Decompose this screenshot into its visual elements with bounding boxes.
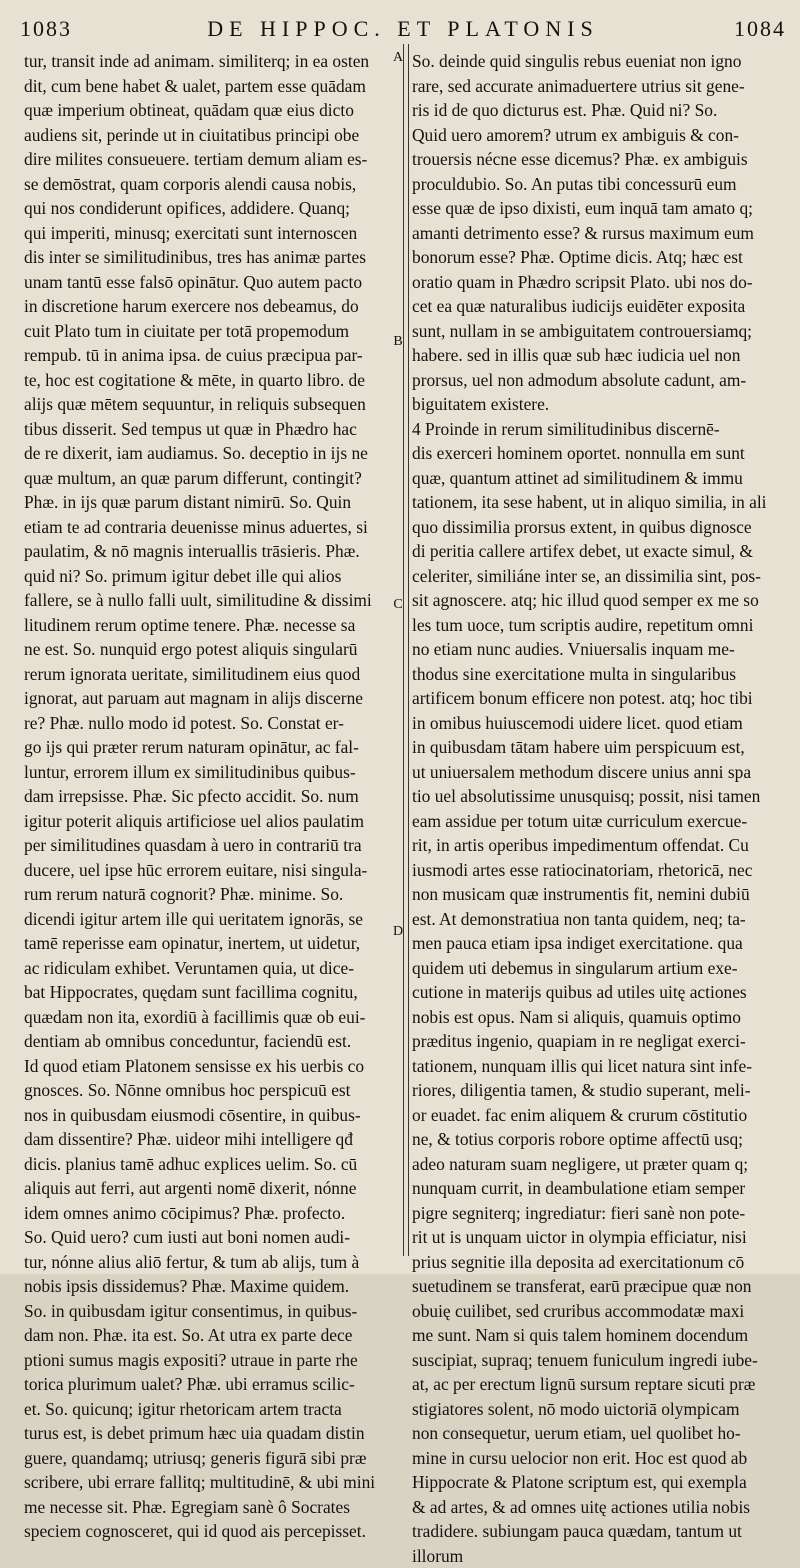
text-line: rempub. tū in anima ipsa. de cuius præcipua par-	[24, 343, 394, 368]
text-line: tur, nónne alius aliō fertur, & tum ab alijs, tum à	[24, 1250, 394, 1275]
text-line: artificem bonum efficere non potest. atq; hoc tibi	[412, 686, 790, 711]
text-line: igitur poterit aliquis artificiose uel alios paulatim	[24, 809, 394, 834]
text-line: proculdubio. So. An putas tibi concessurū eum	[412, 172, 790, 197]
text-line: cet ea quæ naturalibus iudicijs euidēter exposita	[412, 294, 790, 319]
text-line: tradidere. subiungam pauca quædam, tantum ut	[412, 1519, 790, 1544]
text-line: 4 Proinde in rerum similitudinibus discernē-	[412, 417, 790, 442]
text-line: per similitudines quasdam à uero in contrariū tra	[24, 833, 394, 858]
text-line: suscipiat, supraq; tenuem funiculum ingredi iube-	[412, 1348, 790, 1373]
text-line: rum rerum naturā cognorit? Phæ. minime. So.	[24, 882, 394, 907]
text-line: fallere, se à nullo falli uult, similitudine & dissimi	[24, 588, 394, 613]
text-line: rit, in artis operibus impedimentum offendat. Cu	[412, 833, 790, 858]
text-line: mine in cursu uelocior non erit. Hoc est quod ab	[412, 1446, 790, 1471]
text-line: no etiam nunc audies. Vniuersalis inquam me-	[412, 637, 790, 662]
text-line: or euadet. fac enim aliquem & crurum cōstitutio	[412, 1103, 790, 1128]
page-number-left: 1083	[20, 16, 72, 42]
text-line: So. in quibusdam igitur consentimus, in quibus-	[24, 1299, 394, 1324]
text-line: luntur, errorem illum ex similitudinibus quibus-	[24, 760, 394, 785]
text-line: sit agnoscere. atq; hic illud quod semper ex me so	[412, 588, 790, 613]
text-line: go ijs qui præter rerum naturam opinātur, ac fal-	[24, 735, 394, 760]
text-line: tationem, ita sese habent, ut in aliquo similia, in ali	[412, 490, 790, 515]
text-line: dam dissentire? Phæ. uideor mihi intelligere qđ	[24, 1127, 394, 1152]
text-line: ducere, uel ipse hūc errorem euitare, nisi singula-	[24, 858, 394, 883]
text-line: men pauca etiam ipsa indiget exercitatione. qua	[412, 931, 790, 956]
text-line: sunt, nullam in se ambiguitatem controuersiamq;	[412, 319, 790, 344]
right-text-column	[412, 49, 790, 1568]
running-title: DE HIPPOC. ET PLATONIS	[20, 16, 786, 42]
text-line: thodus sine exercitatione multa in singularibus	[412, 662, 790, 687]
text-line: iusmodi artes esse ratiocinatoriam, rhetoricā, nec	[412, 858, 790, 883]
text-line: non musicam quæ instrumentis fit, nemini dubiū	[412, 882, 790, 907]
text-line: Id quod etiam Platonem sensisse ex his uerbis co	[24, 1054, 394, 1079]
text-line: tibus disserit. Sed tempus ut quæ in Phædro hac	[24, 417, 394, 442]
text-line: qui imperiti, minusq; exercitati sunt internoscen	[24, 221, 394, 246]
text-line: amanti detrimento esse? & rursus maximum eum	[412, 221, 790, 246]
text-line: illorum	[412, 1544, 790, 1568]
text-line: nobis est opus. Nam si aliquis, quamuis optimo	[412, 1005, 790, 1030]
text-line: esse quæ de ipso dixisti, eum inquā tam amato q;	[412, 196, 790, 221]
text-line: ac ridiculam exhibet. Veruntamen quia, ut dice-	[24, 956, 394, 981]
text-line: rerum ignorata ueritate, similitudinem eius quod	[24, 662, 394, 687]
text-line: et. So. quicunq; igitur rhetoricam artem tracta	[24, 1397, 394, 1422]
text-line: quo dissimilia prorsus extent, in quibus dignosce	[412, 515, 790, 540]
text-line: est. At demonstratiua non tanta quidem, neq; ta-	[412, 907, 790, 932]
text-line: riores, diligentia tamen, & studio superant, meli-	[412, 1078, 790, 1103]
text-line: dis inter se similitudinibus, tres has animæ partes	[24, 245, 394, 270]
text-line: paulatim, & nō magnis interuallis trāsieris. Phæ.	[24, 539, 394, 564]
text-line: scribere, ubi errare fallitq; multitudinē, & ubi mini	[24, 1470, 394, 1495]
column-rule-left	[403, 44, 404, 1256]
text-line: dicendi igitur artem ille qui ueritatem ignorās, se	[24, 907, 394, 932]
text-line: audiens sit, perinde ut in ciuitatibus principi obe	[24, 123, 394, 148]
text-line: dentiam ab omnibus conceduntur, faciendū est.	[24, 1029, 394, 1054]
text-line: oratio quam in Phædro scripsit Plato. ubi nos do-	[412, 270, 790, 295]
text-line: me necesse sit. Phæ. Egregiam sanè ô Socrates	[24, 1495, 394, 1520]
text-line: quæ, quantum attinet ad similitudinem & immu	[412, 466, 790, 491]
text-line: unam tantū esse falsō opinātur. Quo autem pacto	[24, 270, 394, 295]
text-line: at, ac per erectum lignū sursum reptare sicuti præ	[412, 1372, 790, 1397]
text-line: re? Phæ. nullo modo id potest. So. Constat er-	[24, 711, 394, 736]
text-line: quædam non ita, exordiū à facillimis quæ ob eui-	[24, 1005, 394, 1030]
text-line: ignorat, aut paruam aut magnam in alijs discerne	[24, 686, 394, 711]
text-line: Phæ. in ijs quæ parum distant nimirū. So. Quin	[24, 490, 394, 515]
text-line: guere, quandamq; utriusq; generis figurā sibi præ	[24, 1446, 394, 1471]
text-line: quidem uti debemus in singularum artium exe-	[412, 956, 790, 981]
text-line: dam irrepsisse. Phæ. Sic pfecto accidit. So. num	[24, 784, 394, 809]
text-line: aliquis aut ferri, aut argenti nomē dixerit, nónne	[24, 1176, 394, 1201]
text-line: prius segnitie illa deposita ad exercitationum cō	[412, 1250, 790, 1275]
text-line: tationem, nunquam illis qui licet natura sint infe-	[412, 1054, 790, 1079]
text-line: celeriter, similiáne inter se, an dissimilia sint, pos-	[412, 564, 790, 589]
text-line: alijs quæ mētem sequuntur, in reliquis subsequen	[24, 392, 394, 417]
text-line: di peritia callere artifex debet, ut exacte simul, &	[412, 539, 790, 564]
text-line: biguitatem existere.	[412, 392, 790, 417]
text-line: rit ut is unquam uictor in olympia efficiatur, nisi	[412, 1225, 790, 1250]
text-line: suetudinem se transferat, earū præcipue quæ non	[412, 1274, 790, 1299]
section-marker-c: C	[392, 597, 404, 613]
text-line: dicis. planius tamē adhuc explices uelim. So. cū	[24, 1152, 394, 1177]
text-line: So. deinde quid singulis rebus eueniat non igno	[412, 49, 790, 74]
text-line: in discretione harum exercere nos debeamus, do	[24, 294, 394, 319]
column-rule-right	[408, 44, 409, 1256]
text-line: stigiatores solent, nō modo uictoriā olympicam	[412, 1397, 790, 1422]
text-line: prorsus, uel non admodum absolute cadunt, am-	[412, 368, 790, 393]
text-line: ptioni sumus magis expositi? utraue in parte rhe	[24, 1348, 394, 1373]
text-line: dam non. Phæ. ita est. So. At utra ex parte dece	[24, 1323, 394, 1348]
text-line: tio uel absolutissime unusquisq; possit, nisi tamen	[412, 784, 790, 809]
text-line: idem omnes animo cōcipimus? Phæ. profecto.	[24, 1201, 394, 1226]
text-line: turus est, is debet primum hæc uia quadam distin	[24, 1421, 394, 1446]
text-line: nos in quibusdam eiusmodi cōsentire, in quibus-	[24, 1103, 394, 1128]
text-line: nunquam currit, in deambulatione etiam semper	[412, 1176, 790, 1201]
text-line: les tum uoce, tum scriptis audire, repetitum omni	[412, 613, 790, 638]
text-line: non consequetur, uerum etiam, uel quolibet ho-	[412, 1421, 790, 1446]
text-line: adeo naturam suam negligere, ut præter quam q;	[412, 1152, 790, 1177]
text-line: in omibus huiuscemodi uidere licet. quod etiam	[412, 711, 790, 736]
text-line: ris id de quo dicturus est. Phæ. Quid ni? So.	[412, 98, 790, 123]
text-line: quæ multum, an quæ parum differunt, contingit?	[24, 466, 394, 491]
text-line: quid ni? So. primum igitur debet ille qui alios	[24, 564, 394, 589]
text-line: etiam te ad contraria deuenisse minus aduertes, si	[24, 515, 394, 540]
text-line: rare, sed accurate animaduertere utrius sit gene-	[412, 74, 790, 99]
text-line: gnosces. So. Nōnne omnibus hoc perspicuū est	[24, 1078, 394, 1103]
text-line: ne, & totius corporis robore optime affectū usq;	[412, 1127, 790, 1152]
text-line: torica plurimum ualet? Phæ. ubi erramus scilic-	[24, 1372, 394, 1397]
text-line: obuię cuilibet, sed cruribus accommodatæ maxi	[412, 1299, 790, 1324]
text-line: dire milites consueuere. tertiam demum aliam es-	[24, 147, 394, 172]
text-line: habere. sed in illis quæ sub hæc iudicia uel non	[412, 343, 790, 368]
text-line: speciem cognosceret, qui id quod ais percepisset.	[24, 1519, 394, 1544]
text-line: dit, cum bene habet & ualet, partem esse quādam	[24, 74, 394, 99]
section-marker-b: B	[392, 334, 404, 350]
text-line: se demōstrat, quam corporis alendi causa nobis,	[24, 172, 394, 197]
text-line: bonorum esse? Phæ. Optime dicis. Atq; hæc est	[412, 245, 790, 270]
page-header	[20, 14, 786, 44]
section-marker-d: D	[392, 924, 404, 940]
text-line: ne est. So. nunquid ergo potest aliquis singularū	[24, 637, 394, 662]
text-line: trouersis nécne esse dicemus? Phæ. ex ambiguis	[412, 147, 790, 172]
text-line: bat Hippocrates, quędam sunt facillima cognitu,	[24, 980, 394, 1005]
text-line: præditus ingenio, quapiam in re negligat exerci-	[412, 1029, 790, 1054]
left-text-column	[24, 49, 394, 1544]
text-line: litudinem rerum optime tenere. Phæ. necesse sa	[24, 613, 394, 638]
text-line: dis exerceri hominem oportet. nonnulla em sunt	[412, 441, 790, 466]
text-line: pigre segniterq; ingrediatur: fieri sanè non pote-	[412, 1201, 790, 1226]
text-line: nobis ipsis dissidemus? Phæ. Maxime quidem.	[24, 1274, 394, 1299]
section-marker-a: A	[392, 50, 404, 66]
text-line: in quibusdam tātam habere uim perspicuum est,	[412, 735, 790, 760]
text-line: Hippocrate & Platone scriptum est, qui exempla	[412, 1470, 790, 1495]
text-line: ut uniuersalem methodum discere unius anni spa	[412, 760, 790, 785]
text-line: te, hoc est cogitatione & mēte, in quarto libro. de	[24, 368, 394, 393]
text-line: me sunt. Nam si quis talem hominem docendum	[412, 1323, 790, 1348]
text-line: eam assidue per totum uitæ curriculum exercue-	[412, 809, 790, 834]
text-line: de re dixerit, iam audiamus. So. deceptio in ijs ne	[24, 441, 394, 466]
text-line: tur, transit inde ad animam. similiterq; in ea osten	[24, 49, 394, 74]
text-line: tamē reperisse eam opinatur, inertem, ut uidetur,	[24, 931, 394, 956]
page-number-right: 1084	[734, 16, 786, 42]
text-line: cutione in materijs quibus ad utiles uitę actiones	[412, 980, 790, 1005]
text-line: cuit Plato tum in ciuitate per totā propemodum	[24, 319, 394, 344]
text-line: quæ imperium obtineat, quādam quæ eius dicto	[24, 98, 394, 123]
text-line: So. Quid uero? cum iusti aut boni nomen audi-	[24, 1225, 394, 1250]
text-line: & ad artes, & ad omnes uitę actiones utilia nobis	[412, 1495, 790, 1520]
text-line: Quid uero amorem? utrum ex ambiguis & con-	[412, 123, 790, 148]
text-line: qui nos condiderunt opifices, addidere. Quanq;	[24, 196, 394, 221]
